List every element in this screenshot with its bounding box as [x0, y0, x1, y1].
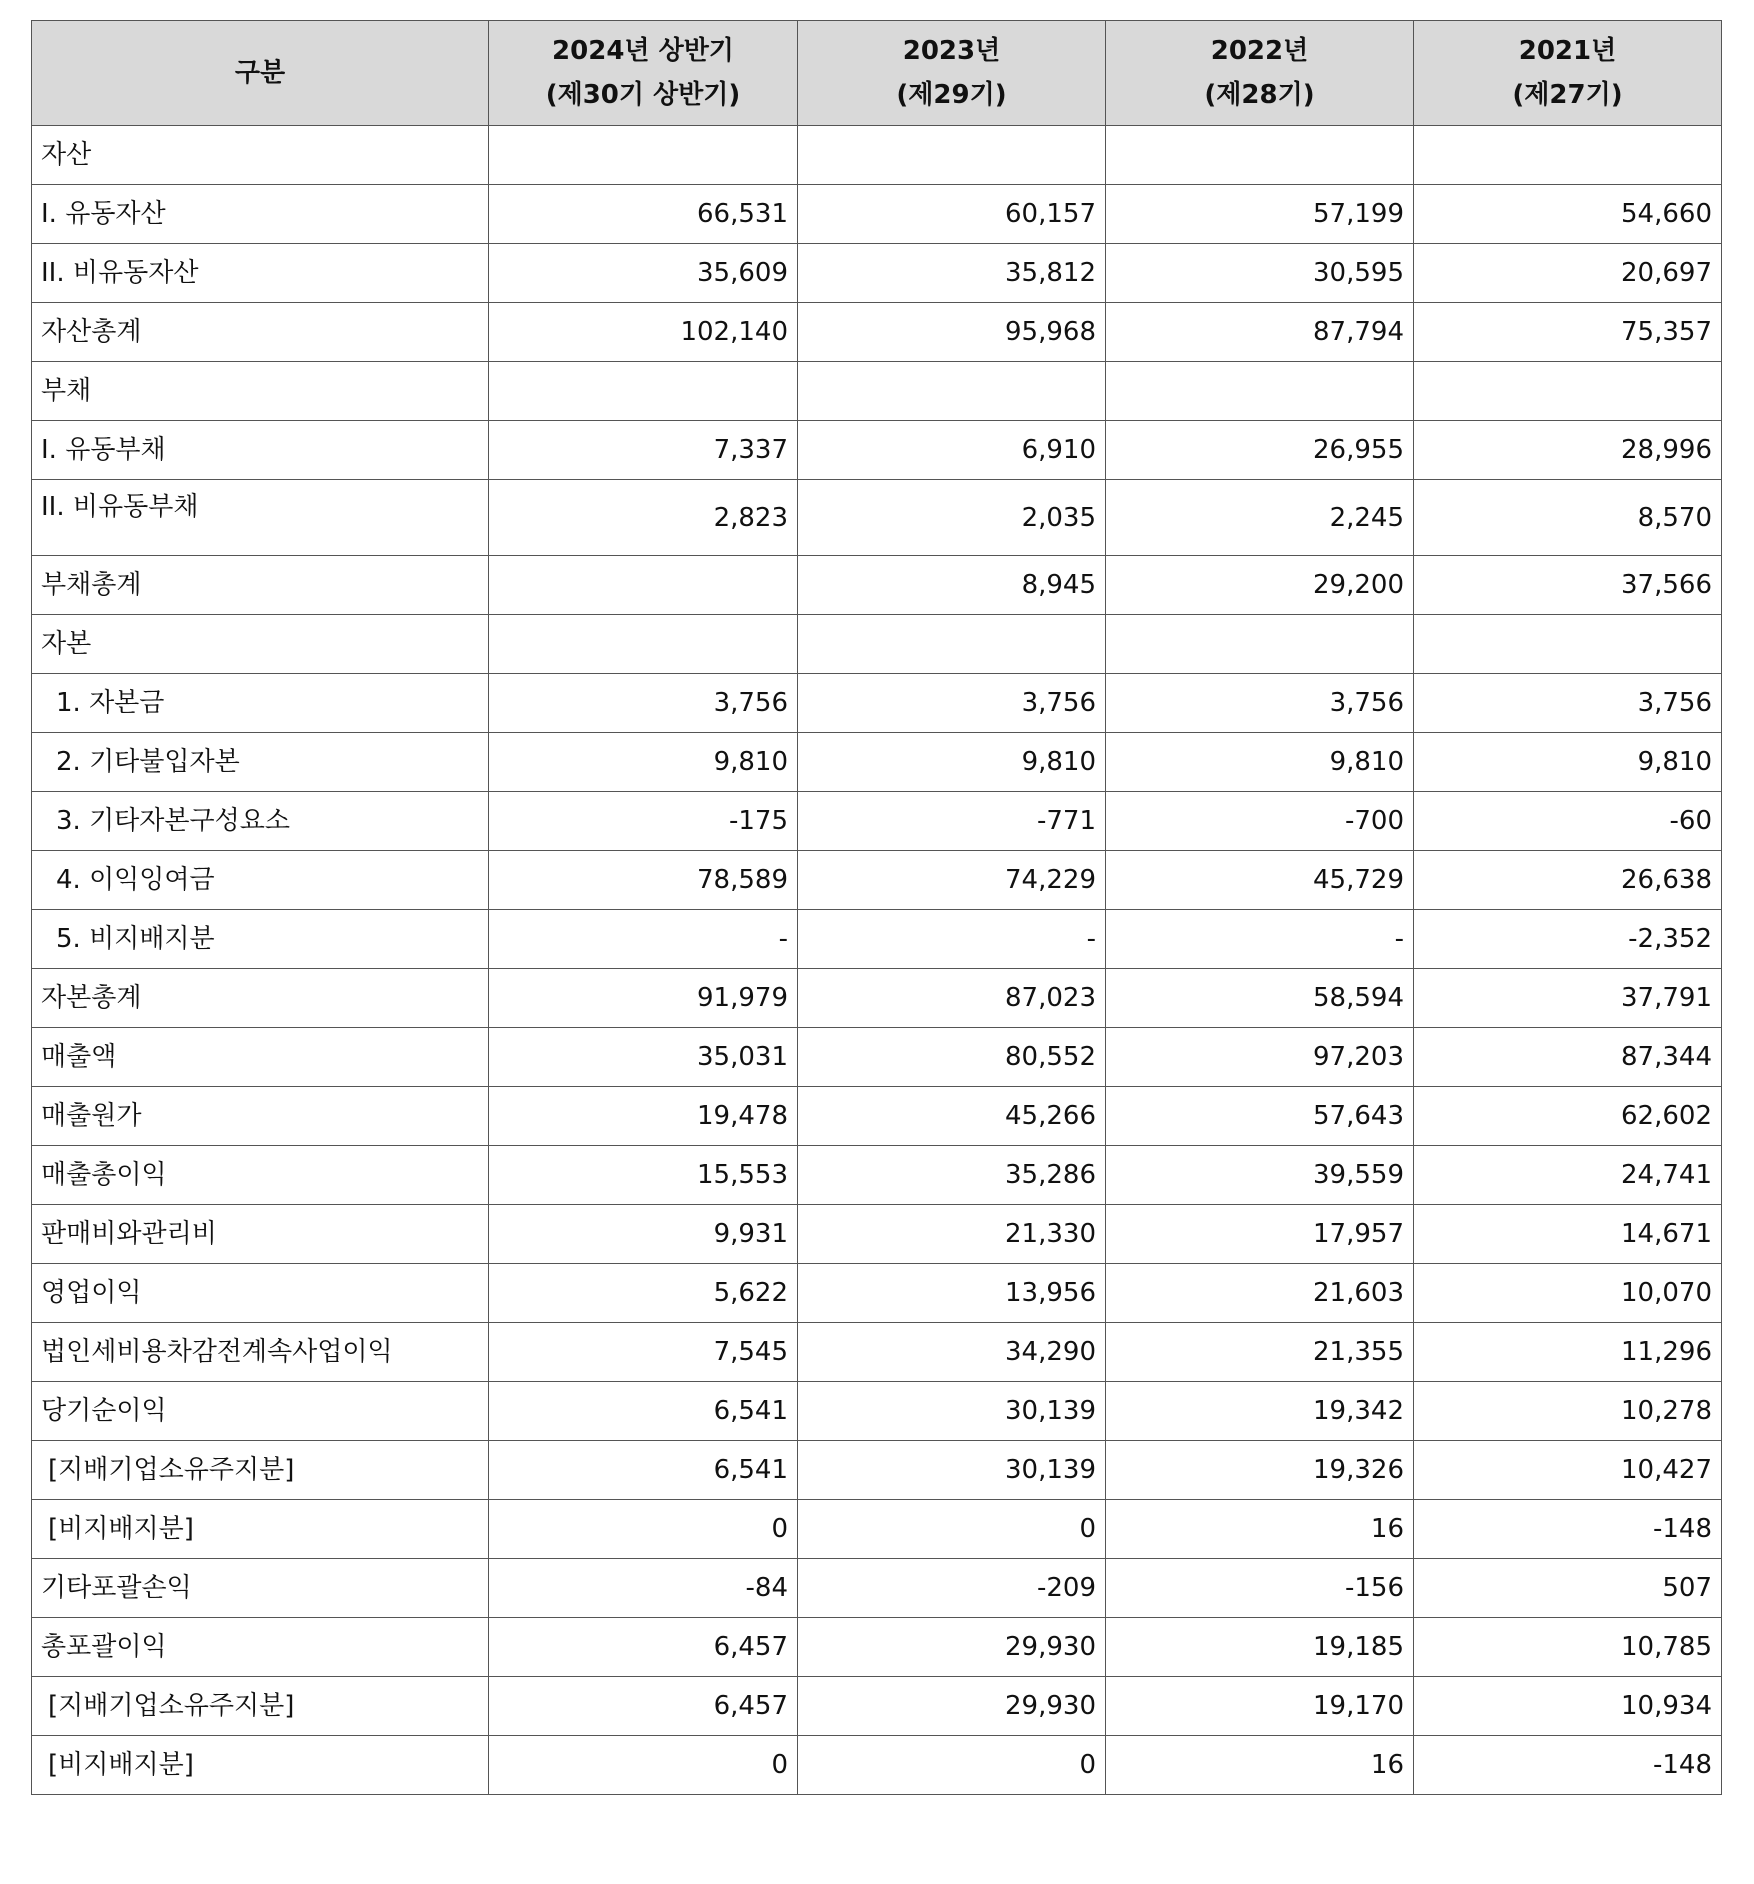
table-row [32, 556, 1722, 615]
row-label: 3. 기타자본구성요소 [32, 792, 489, 851]
row-label: 자본 [32, 615, 489, 674]
cell-value: 37,566 [1414, 556, 1722, 615]
cell-value: 9,810 [489, 733, 798, 792]
table-row [32, 1559, 1722, 1618]
cell-value: -2,352 [1414, 910, 1722, 969]
table-row [32, 851, 1722, 910]
cell-value [1106, 126, 1414, 185]
cell-value: 3,756 [798, 674, 1106, 733]
row-label: I. 유동부채 [32, 421, 489, 480]
cell-value: 10,934 [1414, 1677, 1722, 1736]
row-label: 매출총이익 [32, 1146, 489, 1205]
cell-value: 14,671 [1414, 1205, 1722, 1264]
cell-value: 3,756 [489, 674, 798, 733]
cell-value: 20,697 [1414, 244, 1722, 303]
cell-value: 21,603 [1106, 1264, 1414, 1323]
cell-value: 9,931 [489, 1205, 798, 1264]
cell-value: 66,531 [489, 185, 798, 244]
cell-value: 87,023 [798, 969, 1106, 1028]
row-label: 기타포괄손익 [32, 1559, 489, 1618]
cell-value: -771 [798, 792, 1106, 851]
cell-value: 10,427 [1414, 1441, 1722, 1500]
cell-value: -209 [798, 1559, 1106, 1618]
table-row [32, 421, 1722, 480]
cell-value: 6,910 [798, 421, 1106, 480]
table-row [32, 1441, 1722, 1500]
cell-value [489, 362, 798, 421]
cell-value: 45,729 [1106, 851, 1414, 910]
cell-value: -700 [1106, 792, 1414, 851]
cell-value: 29,930 [798, 1677, 1106, 1736]
cell-value: 8,945 [798, 556, 1106, 615]
table-row [32, 362, 1722, 421]
cell-value: - [798, 910, 1106, 969]
financial-summary-table [31, 20, 1722, 1795]
cell-value: - [489, 910, 798, 969]
cell-value: 35,609 [489, 244, 798, 303]
row-label: 법인세비용차감전계속사업이익 [32, 1323, 489, 1382]
table-row [32, 733, 1722, 792]
cell-value: 24,741 [1414, 1146, 1722, 1205]
table-row [32, 480, 1722, 556]
cell-value: 507 [1414, 1559, 1722, 1618]
cell-value: 75,357 [1414, 303, 1722, 362]
cell-value: 30,595 [1106, 244, 1414, 303]
table-row [32, 1677, 1722, 1736]
cell-value: 16 [1106, 1736, 1414, 1795]
cell-value: 87,344 [1414, 1028, 1722, 1087]
cell-value: -60 [1414, 792, 1722, 851]
table-row [32, 674, 1722, 733]
cell-value: 19,342 [1106, 1382, 1414, 1441]
table-row [32, 1323, 1722, 1382]
cell-value: 29,200 [1106, 556, 1414, 615]
table-body [32, 126, 1722, 1795]
cell-value: 2,035 [798, 480, 1106, 556]
cell-value: 74,229 [798, 851, 1106, 910]
cell-value: 3,756 [1414, 674, 1722, 733]
table-row [32, 185, 1722, 244]
row-label: 총포괄이익 [32, 1618, 489, 1677]
cell-value: 30,139 [798, 1441, 1106, 1500]
cell-value: 37,791 [1414, 969, 1722, 1028]
row-label: 5. 비지배지분 [32, 910, 489, 969]
cell-value: 87,794 [1106, 303, 1414, 362]
cell-value: 35,286 [798, 1146, 1106, 1205]
cell-value: 5,622 [489, 1264, 798, 1323]
table-row [32, 1736, 1722, 1795]
row-label: I. 유동자산 [32, 185, 489, 244]
cell-value: -148 [1414, 1736, 1722, 1795]
row-label: 판매비와관리비 [32, 1205, 489, 1264]
cell-value: 26,638 [1414, 851, 1722, 910]
table-row [32, 910, 1722, 969]
cell-value: 0 [798, 1500, 1106, 1559]
row-label: [비지배지분] [32, 1500, 489, 1559]
cell-value: 0 [489, 1736, 798, 1795]
cell-value: 57,199 [1106, 185, 1414, 244]
cell-value: 11,296 [1414, 1323, 1722, 1382]
cell-value: 7,337 [489, 421, 798, 480]
row-label: 부채 [32, 362, 489, 421]
cell-value: 6,457 [489, 1618, 798, 1677]
row-label: 자산총계 [32, 303, 489, 362]
cell-value: 13,956 [798, 1264, 1106, 1323]
header-2024-h1: 2024년 상반기 (제30기 상반기) [489, 21, 798, 126]
cell-value: 54,660 [1414, 185, 1722, 244]
row-label: 영업이익 [32, 1264, 489, 1323]
table-header [32, 21, 1722, 126]
cell-value: 10,070 [1414, 1264, 1722, 1323]
cell-value [489, 126, 798, 185]
financial-summary-table-container [31, 20, 1721, 1795]
row-label: 4. 이익잉여금 [32, 851, 489, 910]
cell-value: -175 [489, 792, 798, 851]
cell-value: 97,203 [1106, 1028, 1414, 1087]
cell-value: 16 [1106, 1500, 1414, 1559]
cell-value: 6,541 [489, 1441, 798, 1500]
cell-value: 78,589 [489, 851, 798, 910]
row-label: 자산 [32, 126, 489, 185]
table-row [32, 1205, 1722, 1264]
cell-value: 0 [489, 1500, 798, 1559]
row-label: 당기순이익 [32, 1382, 489, 1441]
cell-value: 21,355 [1106, 1323, 1414, 1382]
row-label: 매출원가 [32, 1087, 489, 1146]
row-label: 1. 자본금 [32, 674, 489, 733]
cell-value: -156 [1106, 1559, 1414, 1618]
row-label: [지배기업소유주지분] [32, 1441, 489, 1500]
cell-value: 9,810 [1414, 733, 1722, 792]
cell-value: -84 [489, 1559, 798, 1618]
cell-value: 10,785 [1414, 1618, 1722, 1677]
cell-value: 9,810 [798, 733, 1106, 792]
row-label: 매출액 [32, 1028, 489, 1087]
cell-value: 57,643 [1106, 1087, 1414, 1146]
cell-value: - [1106, 910, 1414, 969]
cell-value: 9,810 [1106, 733, 1414, 792]
cell-value [798, 615, 1106, 674]
cell-value: 35,031 [489, 1028, 798, 1087]
cell-value: 95,968 [798, 303, 1106, 362]
cell-value: 58,594 [1106, 969, 1414, 1028]
cell-value [798, 126, 1106, 185]
cell-value: 102,140 [489, 303, 798, 362]
cell-value: 17,957 [1106, 1205, 1414, 1264]
row-label: 부채총계 [32, 556, 489, 615]
table-row [32, 1500, 1722, 1559]
cell-value: 91,979 [489, 969, 798, 1028]
cell-value: 6,457 [489, 1677, 798, 1736]
cell-value: -148 [1414, 1500, 1722, 1559]
table-row [32, 1146, 1722, 1205]
cell-value: 15,553 [489, 1146, 798, 1205]
row-label: [지배기업소유주지분] [32, 1677, 489, 1736]
cell-value: 45,266 [798, 1087, 1106, 1146]
table-row [32, 1382, 1722, 1441]
cell-value [1414, 126, 1722, 185]
cell-value: 2,245 [1106, 480, 1414, 556]
cell-value: 8,570 [1414, 480, 1722, 556]
header-2021: 2021년 (제27기) [1414, 21, 1722, 126]
cell-value: 34,290 [798, 1323, 1106, 1382]
cell-value: 80,552 [798, 1028, 1106, 1087]
table-row [32, 303, 1722, 362]
row-label: 자본총계 [32, 969, 489, 1028]
cell-value: 30,139 [798, 1382, 1106, 1441]
cell-value [1106, 615, 1414, 674]
table-row [32, 1087, 1722, 1146]
cell-value: 7,545 [489, 1323, 798, 1382]
cell-value: 28,996 [1414, 421, 1722, 480]
table-row [32, 1618, 1722, 1677]
cell-value [798, 362, 1106, 421]
cell-value: 60,157 [798, 185, 1106, 244]
table-row [32, 615, 1722, 674]
table-row [32, 126, 1722, 185]
cell-value: 19,326 [1106, 1441, 1414, 1500]
cell-value: 29,930 [798, 1618, 1106, 1677]
cell-value [1414, 362, 1722, 421]
row-label: II. 비유동자산 [32, 244, 489, 303]
cell-value: 6,541 [489, 1382, 798, 1441]
header-row [32, 21, 1722, 126]
cell-value [1414, 615, 1722, 674]
header-2023: 2023년 (제29기) [798, 21, 1106, 126]
cell-value: 21,330 [798, 1205, 1106, 1264]
cell-value [1106, 362, 1414, 421]
cell-value [489, 615, 798, 674]
cell-value: 19,185 [1106, 1618, 1414, 1677]
cell-value [489, 556, 798, 615]
table-row [32, 1028, 1722, 1087]
cell-value: 35,812 [798, 244, 1106, 303]
cell-value: 0 [798, 1736, 1106, 1795]
table-row [32, 1264, 1722, 1323]
cell-value: 39,559 [1106, 1146, 1414, 1205]
cell-value: 19,478 [489, 1087, 798, 1146]
cell-value: 10,278 [1414, 1382, 1722, 1441]
cell-value: 3,756 [1106, 674, 1414, 733]
table-row [32, 792, 1722, 851]
table-row [32, 969, 1722, 1028]
table-row [32, 244, 1722, 303]
header-2022: 2022년 (제28기) [1106, 21, 1414, 126]
row-label: [비지배지분] [32, 1736, 489, 1795]
row-label: II. 비유동부채 [32, 480, 489, 556]
cell-value: 26,955 [1106, 421, 1414, 480]
cell-value: 2,823 [489, 480, 798, 556]
cell-value: 62,602 [1414, 1087, 1722, 1146]
header-category: 구분 [32, 21, 489, 126]
row-label: 2. 기타불입자본 [32, 733, 489, 792]
cell-value: 19,170 [1106, 1677, 1414, 1736]
